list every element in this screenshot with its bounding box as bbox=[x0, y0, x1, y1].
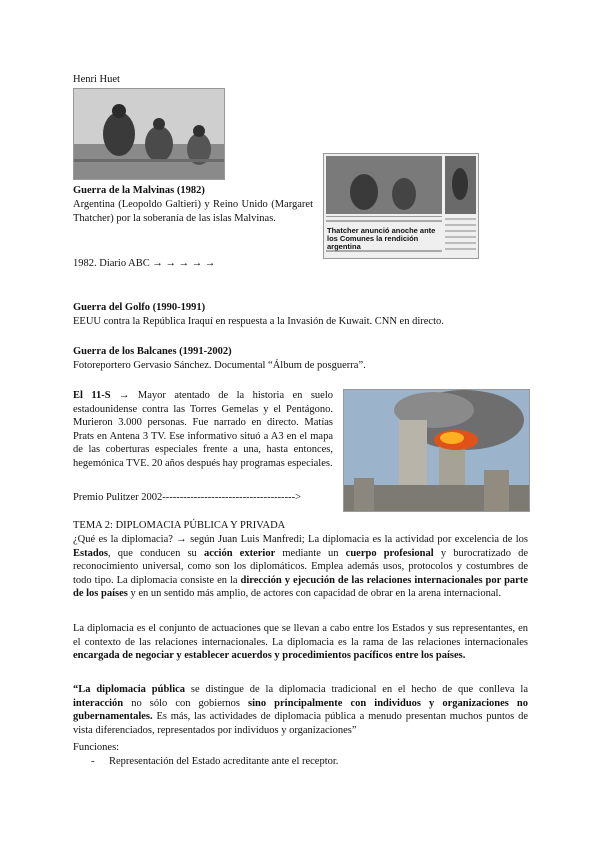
once-s-lead: El 11-S bbox=[73, 390, 111, 401]
once-s-text bbox=[73, 389, 333, 470]
p3-bold-diplomacia-publica: “La diplomacia pública bbox=[73, 684, 186, 695]
tema2-paragraph-1 bbox=[73, 533, 528, 601]
p1-bold-direccion: dirección y ejecución de las relaciones internacionales por parte de los países bbox=[73, 574, 528, 599]
p1-text-a: ¿Qué es la diplomacia? → según Juan Luis Manfredi; La diplomacia es la actividad por excelencia de los bbox=[73, 534, 528, 545]
pulitzer-line: Premio Pulitzer 2002--------------------------------------> bbox=[73, 492, 302, 503]
p3-bold-interaccion: interacción bbox=[73, 697, 124, 709]
malvinas-text: Argentina (Leopoldo Galtieri) y Reino Unido (Margaret Thatcher) por la soberanía de las islas Malvinas. bbox=[73, 199, 313, 224]
author-name: Henri Huet bbox=[73, 74, 120, 85]
list-item bbox=[91, 755, 528, 769]
p1-bold-accion: acción exterior bbox=[203, 547, 276, 559]
malvinas-photo bbox=[73, 88, 225, 180]
p1-bold-cuerpo: cuerpo profesional bbox=[345, 547, 434, 559]
p3-text-a: se distingue de la diplomacia tradicional en el hecho de que conlleva la bbox=[185, 684, 529, 695]
p1-text-e: y burocratizado de reconocimiento universal, como son los diplomáticos. Emplea además usos, protocolos y costumbres de todo tipo. La diplomacia consiste en la bbox=[73, 547, 528, 586]
p3-text-d: Es más, las actividades de diplomacia pública a menudo presentan muchos puntos de vista diferenciados, representados por individuos y organizaciones” bbox=[73, 711, 528, 736]
golfo-title: Guerra del Golfo (1990-1991) bbox=[73, 302, 206, 313]
funciones-label: Funciones: bbox=[73, 742, 120, 753]
list-item-text: Representación del Estado acreditante ante el receptor. bbox=[109, 756, 339, 767]
p3-bold-individuos: sino principalmente con individuos y organizaciones no gubernamentales. bbox=[73, 697, 528, 722]
p1-text-c: , que conducen su bbox=[108, 547, 204, 559]
newspaper-headline: Thatcher anunció anoche ante los Comunes la rendición argentina bbox=[327, 226, 436, 251]
once-s-body: → Mayor atentado de la historia en suelo estadounidense contra las Torres Gemelas y el Pentágono. Murieron 3.000 personas. Fue narrado en directo. Matías Prats en Antena 3 TV. Ese informativo situó a A3 en el mapa de las coberturas especiales frente a una, hasta entonces, hegemónica TVE. 20 años después hay programas especiales. bbox=[73, 390, 333, 469]
towers-photo bbox=[343, 389, 530, 512]
p2-text-a: La diplomacia es el conjunto de actuaciones que se llevan a cabo entre los Estados y sus representantes, en el contexto de las relaciones internacionales. La diplomacia es la rama de las relaciones internacionales bbox=[73, 623, 528, 648]
tema2-paragraph-2 bbox=[73, 622, 528, 663]
balcanes-text: Fotoreportero Gervasio Sánchez. Documental “Álbum de posguerra”. bbox=[73, 360, 366, 371]
funciones-list bbox=[91, 755, 528, 769]
tema2-heading: TEMA 2: DIPLOMACIA PÚBLICA Y PRIVADA bbox=[73, 520, 286, 531]
malvinas-title: Guerra de la Malvinas (1982) bbox=[73, 185, 205, 196]
malvinas-diario: 1982. Diario ABC → → → → → bbox=[73, 258, 216, 269]
tema2-paragraph-3 bbox=[73, 683, 528, 737]
bullet-dash: - bbox=[91, 756, 95, 767]
p1-text-f: y en un sentido más amplio, de actores con capacidad de obrar en la arena internacional. bbox=[127, 588, 502, 599]
golfo-text: EEUU contra la República Iraquí en respuesta a la Invasión de Kuwait. CNN en directo. bbox=[73, 316, 444, 327]
p2-bold-negociar: encargada de negociar y establecer acuerdos y procedimientos pacíficos entre los países. bbox=[73, 650, 466, 661]
balcanes-title: Guerra de los Balcanes (1991-2002) bbox=[73, 346, 232, 357]
p3-text-c: no sólo con gobiernos bbox=[123, 697, 249, 709]
p1-text-d: mediante un bbox=[275, 547, 346, 559]
p1-bold-estados: Estados bbox=[73, 547, 109, 559]
newspaper-clipping bbox=[323, 153, 479, 259]
